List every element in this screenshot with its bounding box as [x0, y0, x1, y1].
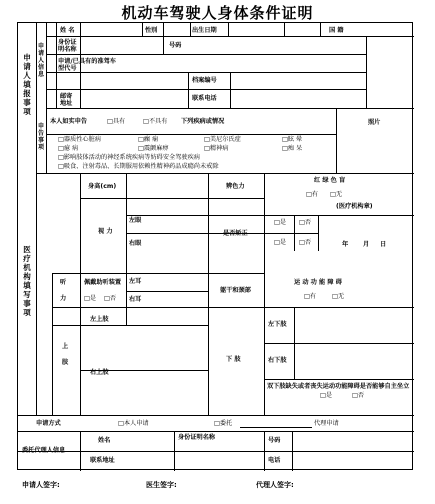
motor-label: 运 动 功 能 障 碍 — [294, 279, 342, 286]
seal-label: (医疗机构章) — [336, 203, 373, 210]
right-ear-label: 右耳 — [129, 296, 142, 303]
left-corrected-no[interactable]: □否 — [299, 219, 312, 226]
form-title: 机动车驾驶人身体条件证明 — [121, 4, 314, 22]
motor-no-checkbox[interactable]: □无 — [332, 293, 345, 300]
entrust-checkbox[interactable]: □委托 — [214, 420, 233, 427]
agent-id-no-label: 号码 — [268, 437, 281, 444]
lower-no-checkbox[interactable]: □否 — [352, 392, 365, 399]
agent-apply-label: 代理申请 — [314, 420, 339, 427]
disease-checkbox[interactable]: □器质性心脏病 — [58, 136, 101, 143]
file-no-label: 档案编号 — [192, 77, 217, 84]
has-checkbox[interactable]: □具有 — [107, 118, 126, 125]
self-apply-checkbox[interactable]: □本人申请 — [118, 420, 149, 427]
disease-checkbox[interactable]: □吸食、注射毒品、长期服用依赖性精神药品成瘾尚未戒除 — [58, 163, 219, 170]
name-label: 姓 名 — [60, 27, 75, 34]
medical-section-label: 医疗机构填写事项 — [23, 245, 31, 317]
address-label: 邮寄地址 — [60, 93, 73, 107]
disease-checkbox[interactable]: □美尼尔氏症 — [204, 136, 241, 143]
color-yes-checkbox[interactable]: □有 — [306, 191, 319, 198]
agent-name-label: 姓名 — [98, 437, 111, 444]
year-label: 年 — [342, 241, 349, 248]
disease-list-label: 下列疾病或情况 — [181, 118, 225, 125]
hearing-aid-no[interactable]: □否 — [104, 295, 117, 302]
color-vision-label: 辨色力 — [226, 183, 245, 190]
color-no-checkbox[interactable]: □无 — [330, 191, 343, 198]
license-type-label: 申请/已具有的准驾车型代号 — [58, 58, 116, 72]
disease-checkbox[interactable]: □精神病 — [204, 145, 229, 152]
disease-checkbox[interactable]: □癫 痫 — [138, 136, 159, 143]
upper-limb-label-1: 上 — [62, 343, 69, 350]
left-ear-label: 左耳 — [129, 278, 142, 285]
lower-question-label: 双下肢缺失或者丧失运动功能障碍是否能够自主坐立 — [267, 383, 410, 390]
red-green-label: 红 绿 色 盲 — [314, 177, 346, 184]
left-lower-label: 左下肢 — [268, 321, 287, 328]
left-eye-label: 左眼 — [129, 217, 142, 224]
sex-label: 性别 — [145, 27, 158, 34]
disease-checkbox[interactable]: □震颤麻痹 — [138, 145, 169, 152]
right-corrected-yes[interactable]: □是 — [274, 239, 287, 246]
applicant-signature-label: 申请人签字: — [22, 481, 60, 489]
left-upper-label: 左上肢 — [90, 316, 109, 323]
applicant-section-label: 申请人填报事项 — [23, 53, 31, 116]
left-corrected-yes[interactable]: □是 — [274, 219, 287, 226]
agent-phone-label: 电话 — [268, 457, 281, 464]
form-frame — [17, 22, 413, 470]
nationality-label: 国 籍 — [329, 27, 344, 34]
agent-signature-label: 代理人签字: — [256, 481, 294, 489]
doctor-signature-label: 医生签字: — [146, 481, 177, 489]
disease-checkbox[interactable]: □痴 呆 — [282, 145, 303, 152]
corrected-label: 是否矫正 — [223, 230, 248, 237]
disease-checkbox[interactable]: □癔 病 — [58, 145, 79, 152]
birth-label: 出生日期 — [192, 27, 217, 34]
disease-checkbox[interactable]: □眩 晕 — [282, 136, 303, 143]
hearing-aid-yes[interactable]: □是 — [84, 295, 97, 302]
declaration-label: 申告事项 — [37, 123, 44, 151]
month-label: 月 — [363, 241, 370, 248]
motor-yes-checkbox[interactable]: □有 — [304, 293, 317, 300]
apply-method-label: 申请方式 — [36, 420, 61, 427]
photo-label: 照片 — [368, 119, 381, 126]
hearing-aid-label: 佩戴助听装置 — [84, 279, 122, 286]
id-type-label: 身份证明名称 — [58, 39, 77, 53]
right-corrected-no[interactable]: □否 — [299, 239, 312, 246]
agent-info-label: 委托代理人信息 — [22, 447, 66, 454]
upper-limb-label-2: 肢 — [62, 359, 69, 366]
hearing-label-1: 听 — [60, 279, 67, 286]
hearing-label-2: 力 — [60, 295, 67, 302]
right-eye-label: 右眼 — [129, 240, 142, 247]
vision-label: 视 力 — [98, 228, 113, 235]
height-label: 身高(cm) — [88, 183, 117, 190]
day-label: 日 — [380, 241, 387, 248]
declaration-intro: 本人如实申告 — [50, 118, 88, 125]
agent-address-label: 联系地址 — [90, 457, 115, 464]
lower-yes-checkbox[interactable]: □是 — [320, 392, 333, 399]
right-lower-label: 右下肢 — [268, 357, 287, 364]
right-upper-label: 右上肢 — [90, 369, 109, 376]
applicant-info-label: 申请人信息 — [37, 43, 44, 78]
disease-checkbox[interactable]: □影响肢体活动的神经系统疾病等妨碍安全驾驶疾病 — [58, 154, 200, 161]
not-has-checkbox[interactable]: □不具有 — [143, 118, 168, 125]
phone-label: 联系电话 — [192, 95, 217, 102]
lower-limb-label: 下 肢 — [226, 356, 241, 363]
agent-id-type-label: 身份证明名称 — [178, 434, 216, 441]
id-no-label: 号码 — [169, 42, 182, 49]
trunk-label: 躯干和颈部 — [220, 287, 251, 294]
